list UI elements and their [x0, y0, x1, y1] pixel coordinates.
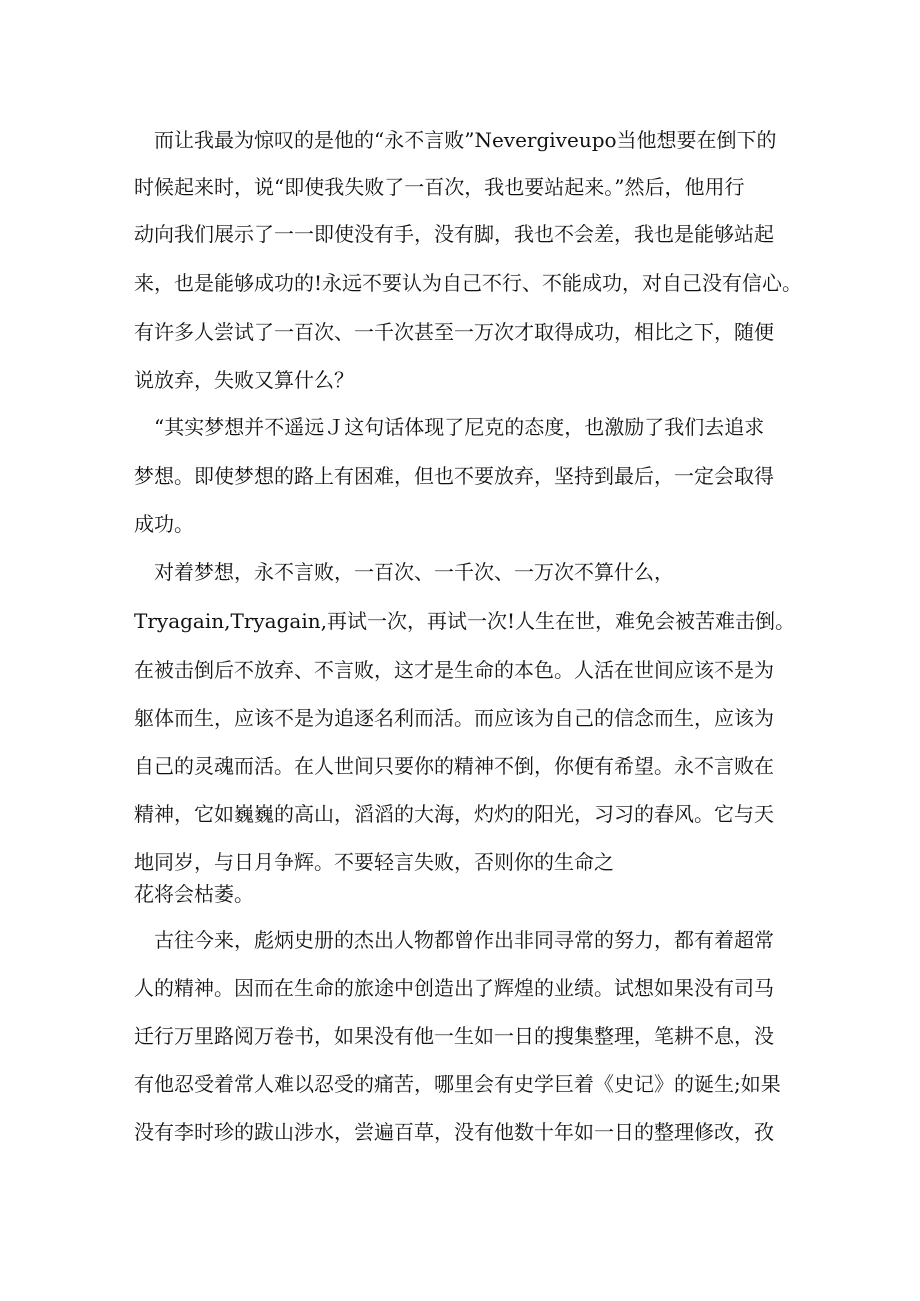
text-line: 没有李时珍的跋山涉水，尝遍百草，没有他数十年如一日的整理修改，孜: [134, 1120, 774, 1144]
text-line: 自己的灵魂而活。在人世间只要你的精神不倒，你便有希望。永不言败在: [134, 754, 774, 778]
text-line: 躯体而生，应该不是为追逐名利而活。而应该为自己的信念而生，应该为: [134, 706, 774, 730]
text-line: 有许多人尝试了一百次、一千次甚至一万次才取得成功，相比之下，随便: [134, 320, 774, 344]
text-line: “其实梦想并不遥远Ｊ这句话体现了尼克的态度，也激励了我们去追求: [134, 415, 765, 439]
text-line: 在被击倒后不放弃、不言败，这才是生命的本色。人活在世间应该不是为: [134, 658, 774, 682]
text-line: 来，也是能够成功的!永远不要认为自己不行、不能成功，对自己没有信心。: [134, 271, 803, 295]
text-line: 时候起来时，说“即使我失败了一百次，我也要站起来。”然后，他用行: [134, 175, 745, 199]
text-line: 迁行万里路阅万卷书，如果没有他一生如一日的搜集整理，笔耕不息，没: [134, 1024, 774, 1048]
text-line: 成功。: [134, 512, 194, 536]
text-line: 有他忍受着常人难以忍受的痛苦，哪里会有史学巨着《史记》的诞生;如果: [134, 1072, 781, 1096]
text-line: 地同岁，与日月争辉。不要轻言失败，否则你的生命之: [134, 850, 614, 874]
text-line: 动向我们展示了一一即使没有手，没有脚，我也不会差，我也是能够站起: [134, 222, 774, 246]
text-line: Tryagain,Tryagain,再试一次，再试一次!人生在世，难免会被苦难击倒。: [134, 609, 796, 633]
text-line: 花将会枯萎。: [134, 882, 254, 906]
text-line: 梦想。即使梦想的路上有困难，但也不要放弃，坚持到最后，一定会取得: [134, 464, 774, 488]
text-line: 说放弃，失败又算什么？: [134, 368, 354, 392]
text-line: 对着梦想，永不言败，一百次、一千次、一万次不算什么，: [134, 560, 674, 584]
text-line: 精神，它如巍巍的高山，滔滔的大海，灼灼的阳光，习习的春风。它与天: [134, 802, 774, 826]
text-line: 人的精神。因而在生命的旅途中创造出了辉煌的业绩。试想如果没有司马: [134, 976, 774, 1000]
text-line: 而让我最为惊叹的是他的“永不言败”Nevergiveupo当他想要在倒下的: [134, 128, 777, 152]
text-line: 古往今来，彪炳史册的杰出人物都曾作出非同寻常的努力，都有着超常: [134, 928, 774, 952]
